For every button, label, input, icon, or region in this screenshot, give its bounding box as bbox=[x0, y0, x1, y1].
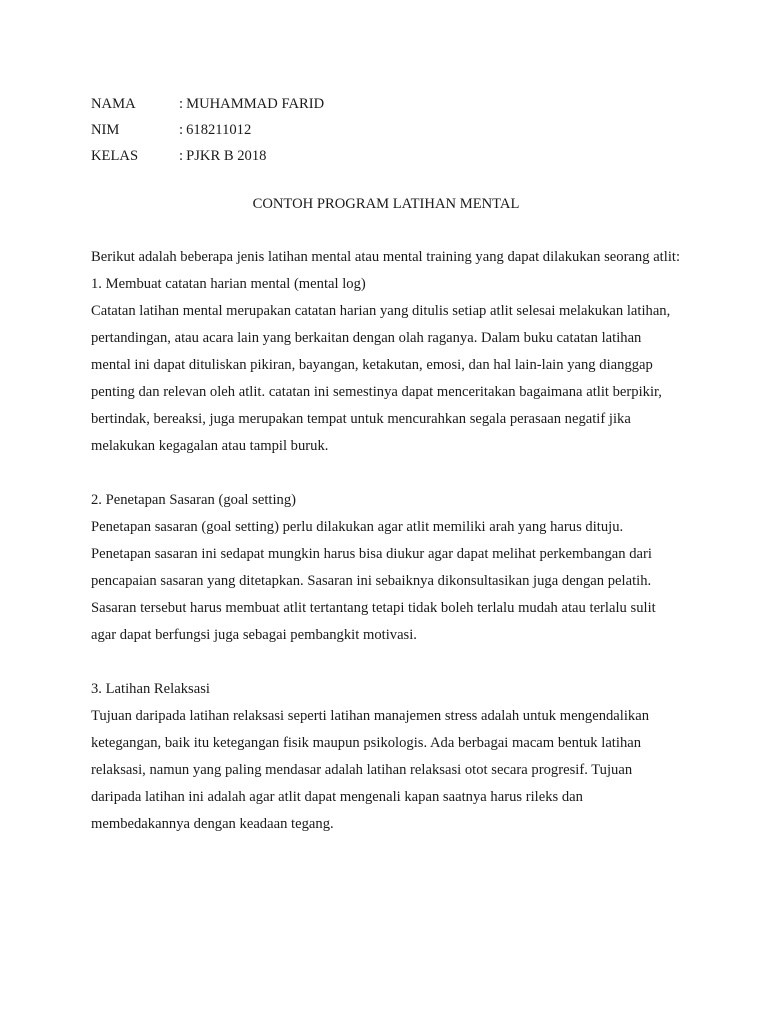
identity-value: 618211012 bbox=[186, 122, 252, 138]
section-heading: 1. Membuat catatan harian mental (mental log) bbox=[91, 276, 366, 292]
section-relaxation bbox=[91, 676, 681, 838]
identity-label: NIM bbox=[91, 122, 120, 138]
identity-row-class bbox=[91, 143, 681, 169]
section-heading: 2. Penetapan Sasaran (goal setting) bbox=[91, 492, 297, 508]
identity-separator: : bbox=[179, 148, 184, 164]
section-goal-setting bbox=[91, 487, 681, 649]
section-body: Penetapan sasaran (goal setting) perlu dilakukan agar atlit memiliki arah yang harus dituju. Penetapan sasaran ini sedapat mungkin harus bisa diukur agar dapat melihat perkembangan dari pencapaian sasaran yang ditetapkan. Sasaran ini sebaiknya dikonsultasikan juga dengan pelatih. Sasaran tersebut harus membuat atlit tertantang tetapi tidak boleh terlalu mudah atau terlalu sulit agar dapat berfungsi juga sebagai pembangkit motivasi. bbox=[91, 519, 656, 643]
section-body: Catatan latihan mental merupakan catatan harian yang ditulis setiap atlit selesai melakukan latihan, pertandingan, atau acara lain yang berkaitan dengan olah raganya. Dalam buku catatan latihan mental ini dapat dituliskan pikiran, bayangan, ketakutan, emosi, dan hal lain-lain yang dianggap penting dan relevan oleh atlit. catatan ini semestinya dapat menceritakan bagaimana atlit berpikir, bertindak, bereaksi, juga merupakan tempat untuk mencurahkan segala perasaan negatif jika melakukan kegagalan atau tampil buruk. bbox=[91, 303, 671, 454]
student-identity bbox=[91, 91, 681, 169]
identity-separator: : bbox=[179, 122, 184, 138]
identity-value: PJKR B 2018 bbox=[186, 148, 267, 164]
intro-paragraph: Berikut adalah beberapa jenis latihan mental atau mental training yang dapat dilakukan seorang atlit: bbox=[91, 249, 681, 265]
identity-separator: : bbox=[179, 96, 184, 112]
document-body bbox=[91, 91, 681, 838]
identity-row-name bbox=[91, 91, 681, 117]
identity-value: MUHAMMAD FARID bbox=[186, 96, 325, 112]
identity-row-nim bbox=[91, 117, 681, 143]
identity-label: KELAS bbox=[91, 148, 139, 164]
identity-label: NAMA bbox=[91, 96, 136, 112]
section-body: Tujuan daripada latihan relaksasi seperti latihan manajemen stress adalah untuk mengendalikan ketegangan, baik itu ketegangan fisik maupun psikologis. Ada berbagai macam bentuk latihan relaksasi, namun yang paling mendasar adalah latihan relaksasi otot secara progresif. Tujuan daripada latihan ini adalah agar atlit dapat mengenali kapan saatnya harus rileks dan membedakannya dengan keadaan tegang. bbox=[91, 708, 650, 832]
section-mental-log bbox=[91, 271, 681, 460]
document-title: CONTOH PROGRAM LATIHAN MENTAL bbox=[252, 196, 520, 212]
section-heading: 3. Latihan Relaksasi bbox=[91, 681, 210, 697]
